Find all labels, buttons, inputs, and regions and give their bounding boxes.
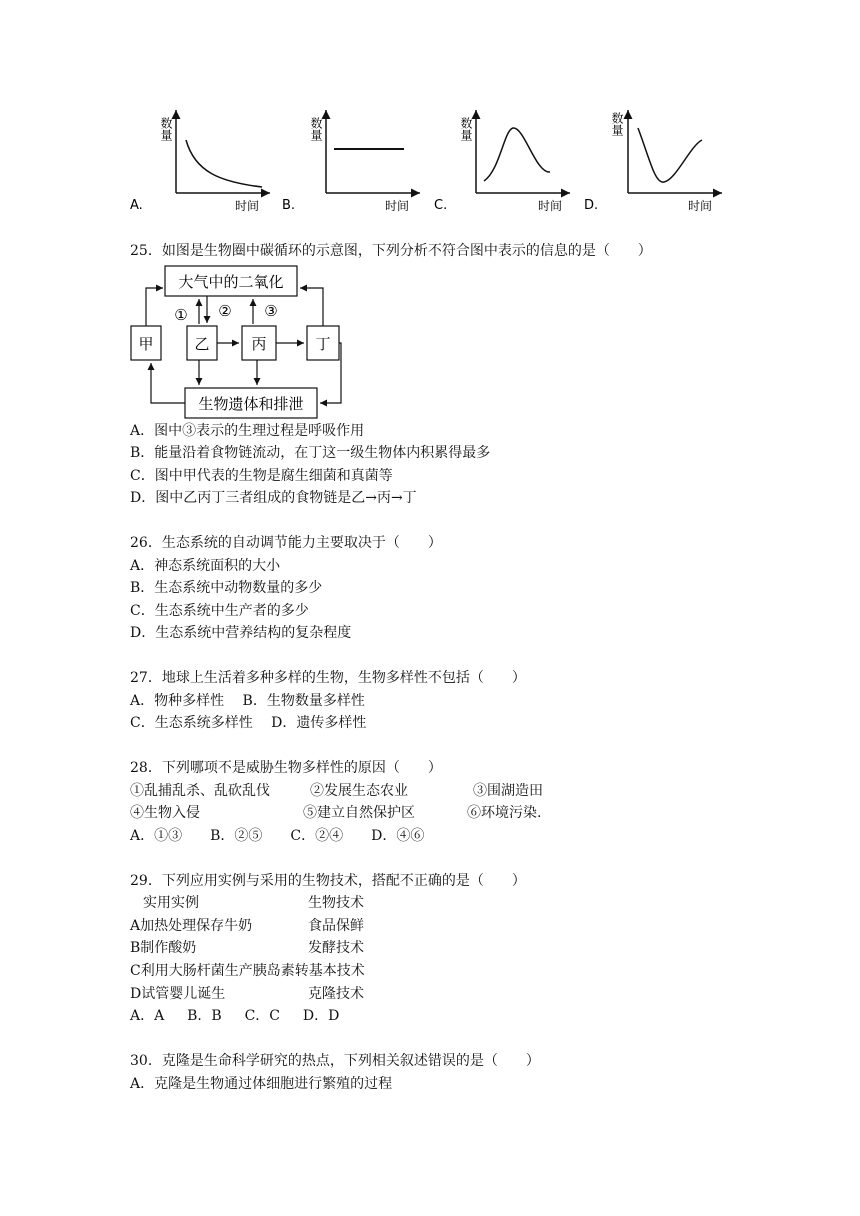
graph-c-curve (484, 128, 550, 181)
q29-row-a-right: 食品保鲜 (308, 918, 364, 934)
graph-a-curve (186, 140, 262, 187)
q29-answers: A．A B．B C．C D．D (130, 1008, 340, 1024)
graph-b-ylabel: 数量 (309, 117, 323, 141)
q29-row-c-left: C利用大肠杆菌生产胰岛素转基本技术 (130, 963, 365, 979)
q28-item-1: ①乱捕乱杀、乱砍乱伐 (130, 783, 270, 799)
q25-option-b: B．能量沿着食物链流动，在丁这一级生物体内积累得最多 (130, 445, 491, 461)
q28-item-2: ②发展生态农业 (310, 783, 408, 799)
graph-c-ylabel: 数量 (459, 117, 473, 141)
graph-a-ylabel: 数量 (159, 117, 173, 141)
q30-option-a: A．克隆是生物通过体细胞进行繁殖的过程 (130, 1076, 393, 1092)
q29-row-a-left: A加热处理保存牛奶 (130, 918, 253, 934)
q29-header-right: 生物技术 (308, 895, 364, 911)
q27-options-row2: C．生态系统多样性 D．遗传多样性 (130, 715, 367, 731)
remains-label: 生物遗体和排泄 (198, 395, 304, 413)
q28-stem: 28．下列哪项不是威胁生物多样性的原因（ ） (130, 760, 442, 776)
q25-option-a: A．图中③表示的生理过程是呼吸作用 (130, 423, 365, 439)
graph-b (282, 110, 420, 213)
graph-d-option: D. (584, 198, 599, 213)
carbon-cycle-diagram (125, 262, 355, 422)
q29-header-left: 实用实例 (143, 895, 199, 911)
q30-stem: 30．克隆是生命科学研究的热点，下列相关叙述错误的是（ ） (130, 1053, 540, 1069)
q24-graphs (0, 0, 860, 220)
label-3: ③ (264, 302, 278, 320)
q29-row-b-right: 发酵技术 (308, 940, 364, 956)
yi-label: 乙 (194, 335, 210, 353)
q28-item-6: ⑥环境污染. (467, 805, 542, 821)
q28-answers: A．①③ B．②⑤ C．②④ D．④⑥ (130, 828, 425, 844)
q28-item-5: ⑤建立自然保护区 (303, 805, 415, 821)
q29-row-d-left: D试管婴儿诞生 (130, 986, 226, 1002)
label-2: ② (218, 302, 232, 320)
q25-option-d: D．图中乙丙丁三者组成的食物链是乙→丙→丁 (130, 490, 417, 506)
q25-option-c: C．图中甲代表的生物是腐生细菌和真菌等 (130, 468, 393, 484)
q25-stem: 25．如图是生物圈中碳循环的示意图，下列分析不符合图中表示的信息的是（ ） (130, 243, 652, 259)
ding-label: 丁 (315, 335, 331, 353)
graph-c (434, 110, 570, 213)
q26-stem: 26．生态系统的自动调节能力主要取决于（ ） (130, 535, 442, 551)
graph-b-xlabel: 时间 (385, 199, 410, 213)
q26-option-d: D．生态系统中营养结构的复杂程度 (130, 625, 352, 641)
graph-a-xlabel: 时间 (235, 199, 260, 213)
jia-label: 甲 (138, 335, 154, 353)
graph-d-curve (638, 128, 702, 182)
q27-options-row1: A．物种多样性 B．生物数量多样性 (130, 693, 365, 709)
q29-row-d-right: 克隆技术 (308, 986, 364, 1002)
graph-c-option: C. (434, 198, 448, 213)
graph-a (130, 110, 270, 213)
bing-label: 丙 (251, 335, 267, 353)
q28-item-3: ③围湖造田 (473, 783, 543, 799)
graph-b-option: B. (282, 198, 296, 213)
q27-stem: 27．地球上生活着多种多样的生物，生物多样性不包括（ ） (130, 670, 526, 686)
q26-option-a: A．神态系统面积的大小 (130, 558, 281, 574)
graph-a-option: A. (130, 198, 143, 213)
graph-c-xlabel: 时间 (538, 199, 563, 213)
q29-row-b-left: B制作酸奶 (130, 940, 197, 956)
graph-d (584, 110, 722, 213)
q26-option-c: C．生态系统中生产者的多少 (130, 603, 309, 619)
label-1: ① (174, 306, 188, 324)
q26-option-b: B．生态系统中动物数量的多少 (130, 580, 323, 596)
q29-stem: 29．下列应用实例与采用的生物技术，搭配不正确的是（ ） (130, 873, 526, 889)
graph-d-xlabel: 时间 (688, 199, 713, 213)
atmosphere-co2-label: 大气中的二氧化 (178, 273, 284, 291)
q28-item-4: ④生物入侵 (130, 805, 200, 821)
graph-d-ylabel: 数量 (610, 112, 624, 136)
